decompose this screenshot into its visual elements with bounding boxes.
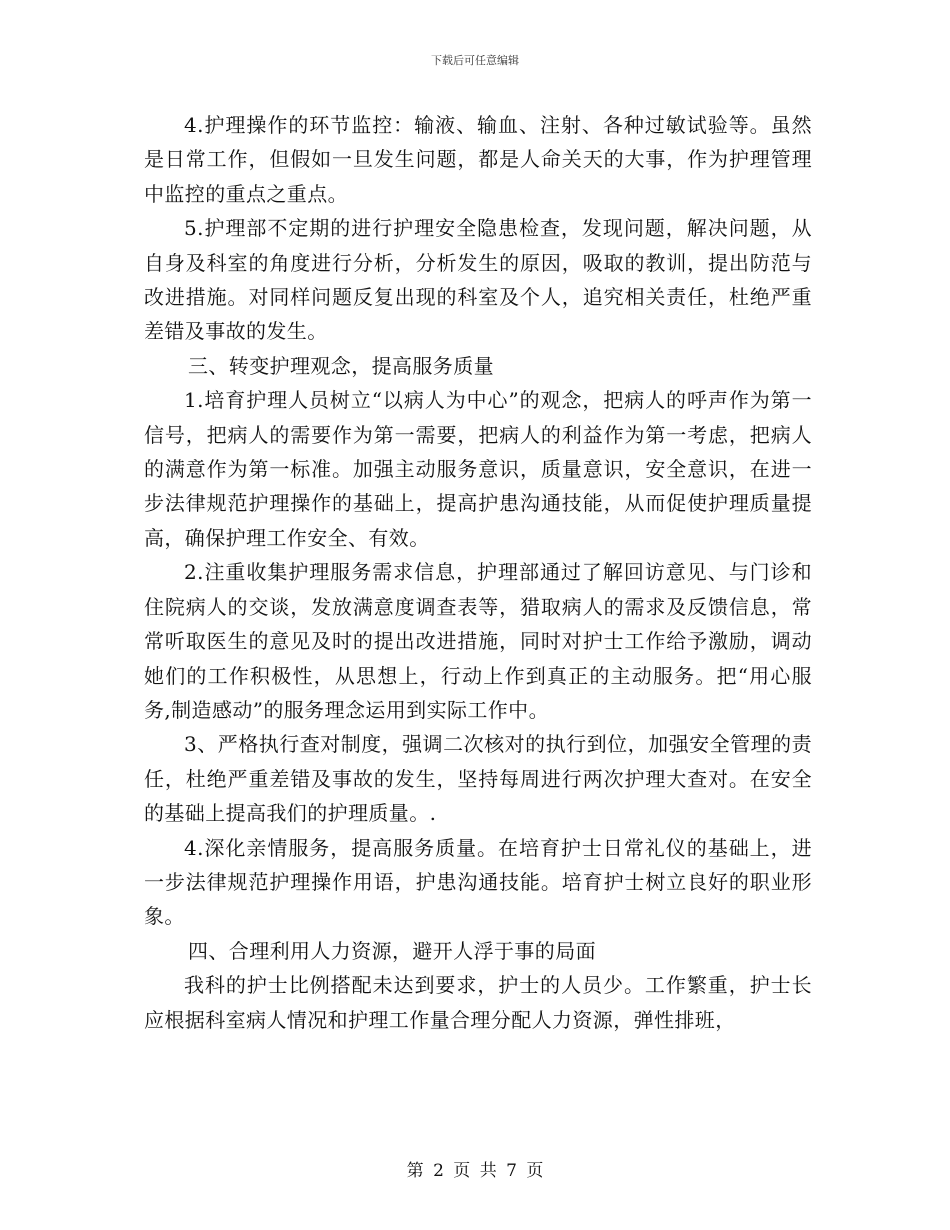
paragraph-2-service-feedback: 2.注重收集护理服务需求信息，护理部通过了解回访意见、与门诊和住院病人的交谈，发放满意度调查表等，猎取病人的需求及反馈信息，常常听取医生的意见及时的提出改进措施，同时对护士工作给予激励，调动她们的工作积极性，从思想上，行动上作到真正的主动服务。把“用心服务,制造感动”的服务理念运用到实际工作中。	[144, 560, 812, 722]
section-heading-4: 四、合理利用人力资源，避开人浮于事的局面	[188, 938, 596, 963]
page-header: 下载后可任意编辑	[431, 54, 519, 67]
section-heading-3: 三、转变护理观念，提高服务质量	[188, 353, 494, 378]
paragraph-4-nursing-monitoring: 4.护理操作的环节监控：输液、输血、注射、各种过敏试验等。虽然是日常工作，但假如一旦发生问题，都是人命关天的大事，作为护理管理中监控的重点之重点。	[144, 113, 812, 206]
paragraph-1-patient-centered: 1.培育护理人员树立“以病人为中心”的观念，把病人的呼声作为第一信号，把病人的需要作为第一需要，把病人的利益作为第一考虑，把病人的满意作为第一标准。加强主动服务意识，质量意识，安全意识，在进一步法律规范护理操作的基础上，提高护患沟通技能，从而促使护理质量提高，确保护理工作安全、有效。	[144, 388, 812, 550]
page-number: 第 2 页 共 7 页	[406, 1161, 544, 1181]
document-body	[144, 108, 812, 1037]
paragraph-staffing: 我科的护士比例搭配未达到要求，护士的人员少。工作繁重，护士长应根据科室病人情况和护理工作量合理分配人力资源，弹性排班，	[144, 973, 812, 1032]
paragraph-4-family-service: 4.深化亲情服务，提高服务质量。在培育护士日常礼仪的基础上，进一步法律规范护理操作用语，护患沟通技能。培育护士树立良好的职业形象。	[144, 835, 812, 929]
paragraph-3-verification: 3、严格执行查对制度，强调二次核对的执行到位，加强安全管理的责任，杜绝严重差错及事故的发生，坚持每周进行两次护理大查对。在安全的基础上提高我们的护理质量。.	[144, 732, 812, 826]
paragraph-5-safety-inspection: 5.护理部不定期的进行护理安全隐患检查，发现问题，解决问题，从自身及科室的角度进行分析，分析发生的原因，吸取的教训，提出防范与改进措施。对同样问题反复出现的科室及个人，追究相关责任，杜绝严重差错及事故的发生。	[144, 216, 812, 344]
